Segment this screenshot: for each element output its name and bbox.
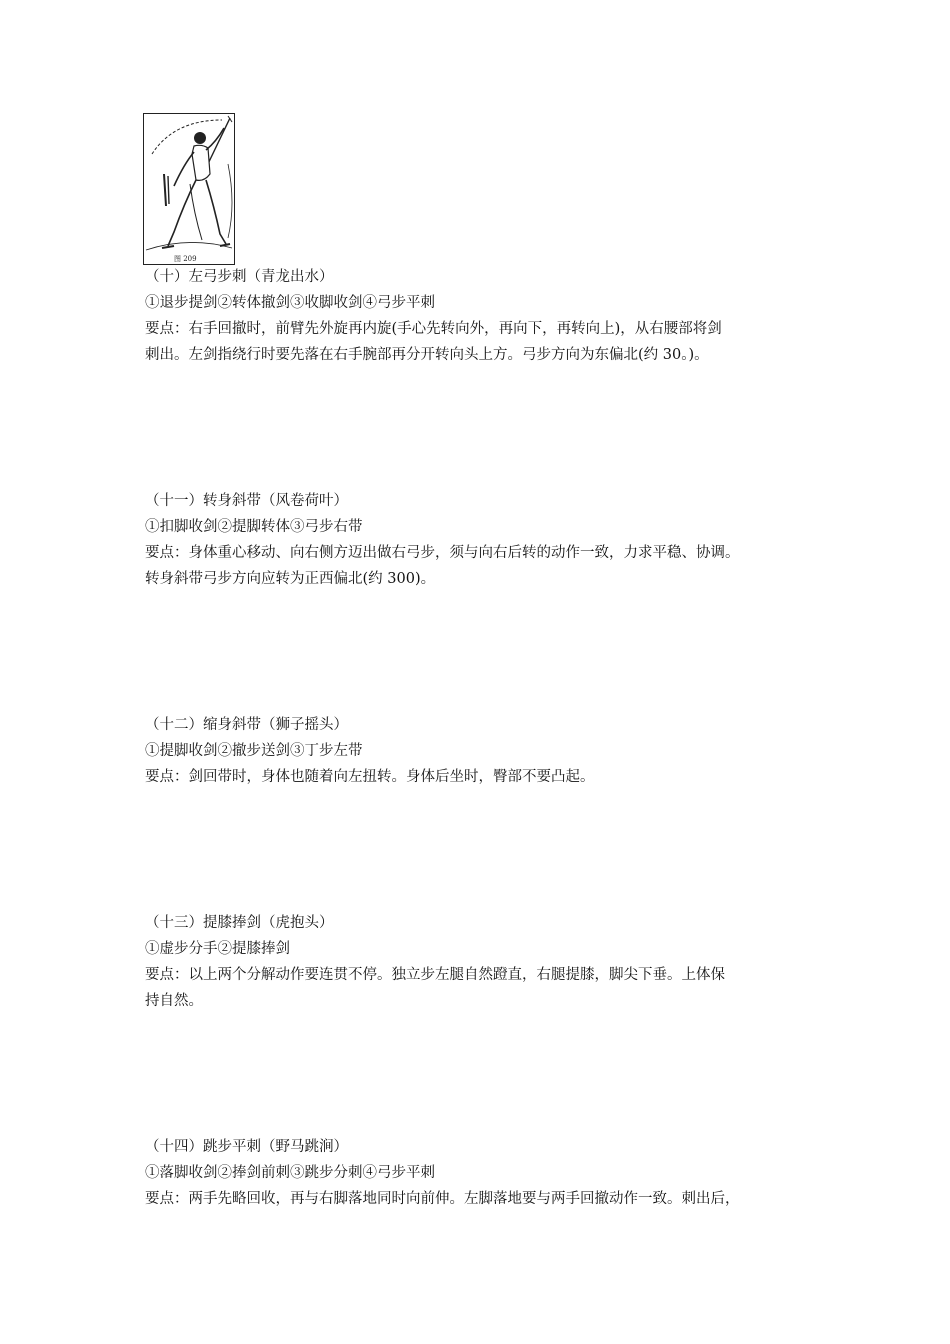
section-title: （十一）转身斜带（风卷荷叶） [145,493,348,509]
section-points-line: 要点：剑回带时，身体也随着向左扭转。身体后坐时，臀部不要凸起。 [145,769,595,785]
section-points-line: 刺出。左剑指绕行时要先落在右手腕部再分开转向头上方。弓步方向为东偏北(约 30。)。 [145,347,709,363]
figure-209 [143,113,235,265]
section-13 [145,910,825,1014]
section-title: （十三）提膝捧剑（虎抱头） [145,915,334,931]
section-title: （十二）缩身斜带（狮子摇头） [145,717,348,733]
section-steps: ①提脚收剑②撤步送剑③丁步左带 [145,743,363,759]
section-points-line: 转身斜带弓步方向应转为正西偏北(约 300)。 [145,571,436,587]
section-steps: ①退步提剑②转体撤剑③收脚收剑④弓步平刺 [145,295,435,311]
section-points-line: 要点：以上两个分解动作要连贯不停。独立步左腿自然蹬直，右腿提膝，脚尖下垂。上体保 [145,967,725,983]
section-points-line: 要点：右手回撤时，前臂先外旋再内旋(手心先转向外，再向下，再转向上)，从右腰部将剑 [145,321,722,337]
section-points-line: 持自然。 [145,993,203,1009]
section-10 [145,264,825,368]
section-points-line: 要点：两手先略回收，再与右脚落地同时向前伸。左脚落地要与两手回撤动作一致。刺出后， [145,1191,740,1207]
section-12 [145,712,825,790]
section-steps: ①扣脚收剑②提脚转体③弓步右带 [145,519,363,535]
section-title: （十四）跳步平刺（野马跳涧） [145,1139,348,1155]
section-14 [145,1134,825,1212]
tai-chi-figure-illustration [144,114,234,264]
section-points-line: 要点：身体重心移动、向右侧方迈出做右弓步，须与向右后转的动作一致，力求平稳、协调。 [145,545,740,561]
section-steps: ①落脚收剑②捧剑前刺③跳步分刺④弓步平刺 [145,1165,435,1181]
section-title: （十）左弓步刺（青龙出水） [145,269,334,285]
figure-caption: 图 209 [174,255,197,263]
section-11 [145,488,825,592]
section-steps: ①虚步分手②提膝捧剑 [145,941,290,957]
